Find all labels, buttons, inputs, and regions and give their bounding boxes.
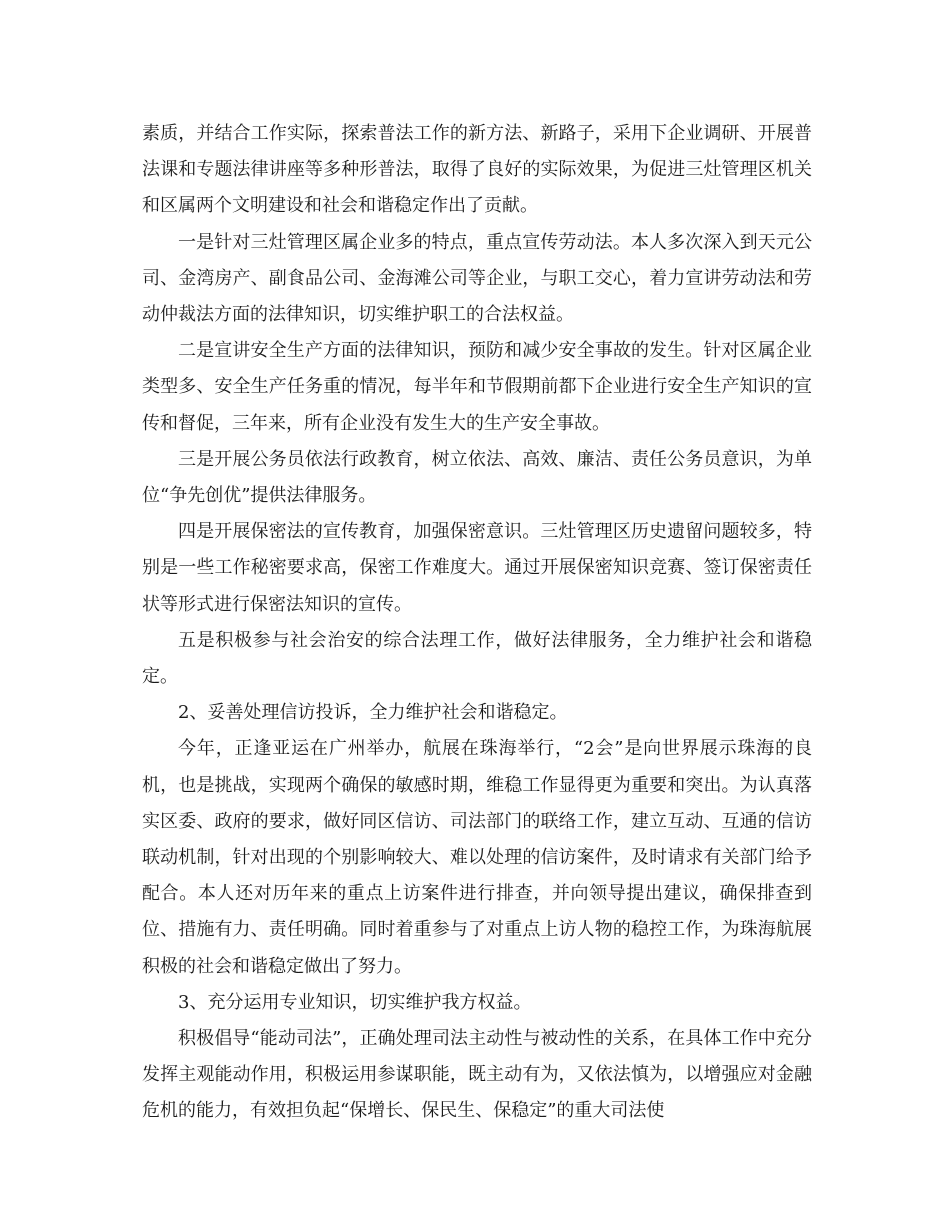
document-body [142,116,812,1130]
paragraph-continuation: 素质，并结合工作实际，探索普法工作的新方法、新路子，采用下企业调研、开展普法课和专题法律讲座等多种形普法，取得了良好的实际效果，为促进三灶管理区机关和区属两个文明建设和社会和谐稳定作出了贡献。 [142,123,812,217]
paragraph-active-justice: 积极倡导“能动司法”，正确处理司法主动性与被动性的关系，在具体工作中充分发挥主观能动作用，积极运用参谋职能，既主动有为，又依法慎为，以增强应对金融危机的能力，有效担负起“保增长、保民生、保稳定”的重大司法使 [142,1028,812,1122]
paragraph-labor-law: 一是针对三灶管理区属企业多的特点，重点宣传劳动法。本人多次深入到天元公司、金湾房产、副食品公司、金海滩公司等企业，与职工交心，着力宣讲劳动法和劳动仲裁法方面的法律知识，切实维护职工的合法权益。 [142,231,812,326]
paragraph-safety-production: 二是宣讲安全生产方面的法律知识，预防和减少安全事故的发生。针对区属企业类型多、安全生产任务重的情况，每半年和节假期前都下企业进行安全生产知识的宣传和督促，三年来，所有企业没有发生大的生产安全事故。 [142,340,812,434]
paragraph-confidentiality: 四是开展保密法的宣传教育，加强保密意识。三灶管理区历史遗留问题较多，特别是一些工作秘密要求高，保密工作难度大。通过开展保密知识竞赛、签订保密责任状等形式进行保密法知识的宣传。 [142,521,812,615]
paragraph-civil-servant: 三是开展公务员依法行政教育，树立依法、高效、廉洁、责任公务员意识，为单位“争先创优”提供法律服务。 [142,448,812,507]
paragraph-petitions: 今年，正逢亚运在广州举办，航展在珠海举行，“2会”是向世界展示珠海的良机，也是挑战，实现两个确保的敏感时期，维稳工作显得更为重要和突出。为认真落实区委、政府的要求，做好同区信访、司法部门的联络工作，建立互动、互通的信访联动机制，针对出现的个别影响较大、难以处理的信访案件，及时请求有关部门给予配合。本人还对历年来的重点上访案件进行排查，并向领导提出建议，确保排查到位、措施有力、责任明确。同时着重参与了对重点上访人物的稳控工作，为珠海航展积极的社会和谐稳定做出了努力。 [142,738,812,977]
section-heading-professional-knowledge: 3、充分运用专业知识，切实维护我方权益。 [178,991,532,1013]
section-heading-petitions: 2、妥善处理信访投诉，全力维护社会和谐稳定。 [178,702,568,724]
paragraph-public-security: 五是积极参与社会治安的综合法理工作，做好法律服务，全力维护社会和谐稳定。 [142,629,812,688]
